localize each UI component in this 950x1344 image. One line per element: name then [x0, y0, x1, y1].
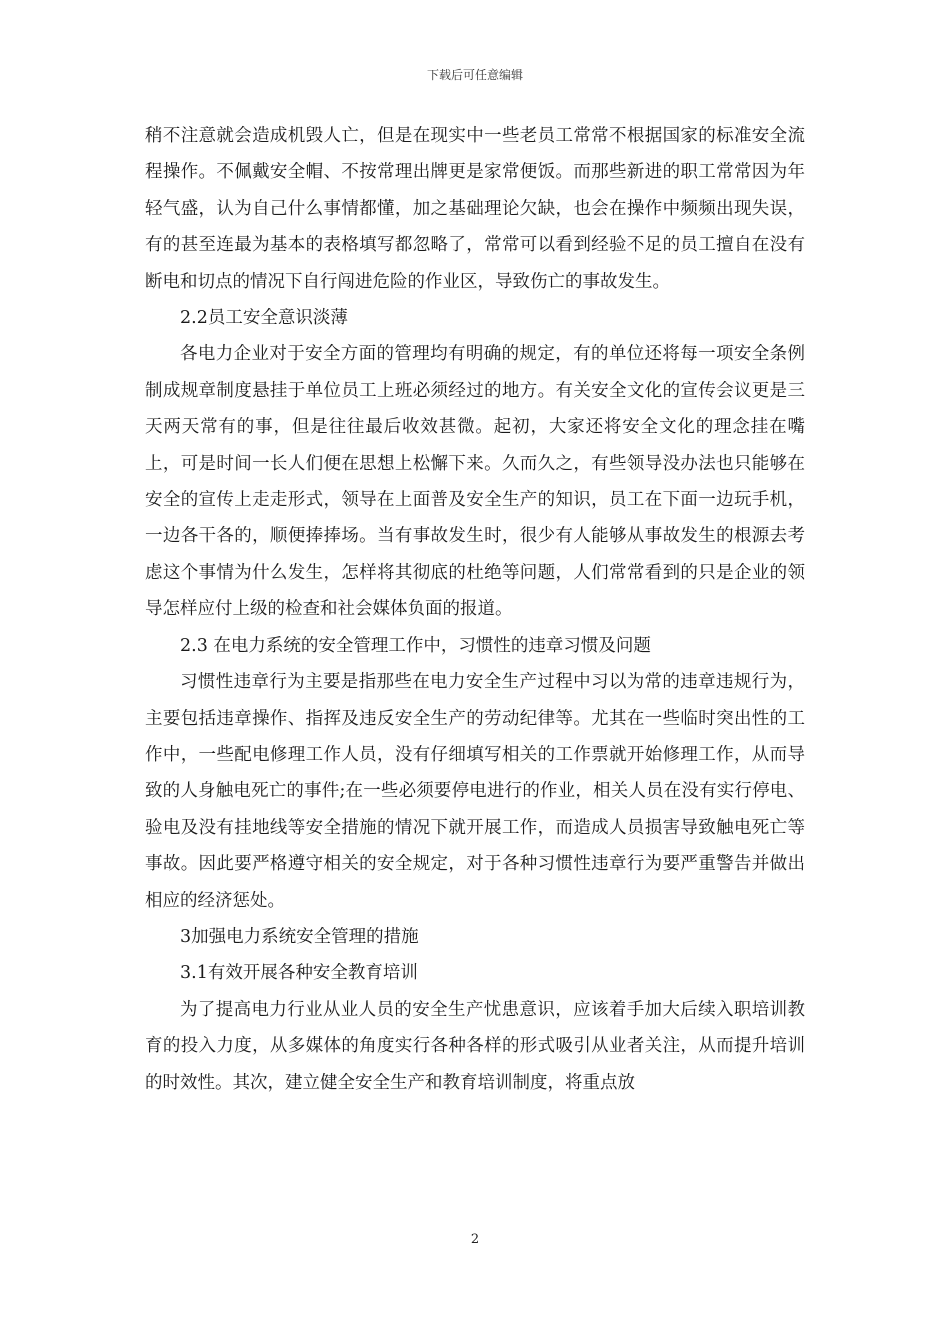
paragraph-4: 为了提高电力行业从业人员的安全生产忧患意识，应该着手加大后续入职培训教育的投入力度，从多媒体的角度实行各种各样的形式吸引从业者关注，从而提升培训的时效性。其次，建立健全安全生产和教育培训制度，将重点放	[145, 999, 805, 1093]
page-header: 下载后可任意编辑	[426, 68, 523, 82]
paragraph-3: 习惯性违章行为主要是指那些在电力安全生产过程中习以为常的违章违规行为，主要包括违章操作、指挥及违反安全生产的劳动纪律等。尤其在一些临时突出性的工作中，一些配电修理工作人员，没有仔细填写相关的工作票就开始修理工作，从而导致的人身触电死亡的事件;在一些必须要停电进行的作业，相关人员在没有实行停电、验电及没有挂地线等安全措施的情况下就开展工作，而造成人员损害导致触电死亡等事故。因此要严格遵守相关的安全规定，对于各种习惯性违章行为要严重警告并做出相应的经济惩处。	[145, 672, 805, 911]
document-body	[145, 118, 805, 1101]
page-number: 2	[470, 1232, 480, 1247]
section-heading-2-3: 2.3 在电力系统的安全管理工作中，习惯性的违章习惯及问题	[180, 635, 651, 656]
paragraph-2: 各电力企业对于安全方面的管理均有明确的规定，有的单位还将每一项安全条例制成规章制度悬挂于单位员工上班必须经过的地方。有关安全文化的宣传会议更是三天两天常有的事，但是往往最后收效甚微。起初，大家还将安全文化的理念挂在嘴上，可是时间一长人们便在思想上松懈下来。久而久之，有些领导没办法也只能够在安全的宣传上走走形式，领导在上面普及安全生产的知识，员工在下面一边玩手机，一边各干各的，顺便捧捧场。当有事故发生时，很少有人能够从事故发生的根源去考虑这个事情为什么发生，怎样将其彻底的杜绝等问题，人们常常看到的只是企业的领导怎样应付上级的检查和社会媒体负面的报道。	[145, 344, 805, 620]
section-heading-3-1: 3.1有效开展各种安全教育培训	[180, 963, 418, 984]
section-heading-3: 3加强电力系统安全管理的措施	[180, 926, 419, 947]
paragraph-1: 稍不注意就会造成机毁人亡，但是在现实中一些老员工常常不根据国家的标准安全流程操作。不佩戴安全帽、不按常理出牌更是家常便饭。而那些新进的职工常常因为年轻气盛，认为自己什么事情都懂，加之基础理论欠缺，也会在操作中频频出现失误，有的甚至连最为基本的表格填写都忽略了，常常可以看到经验不足的员工擅自在没有断电和切点的情况下自行闯进危险的作业区，导致伤亡的事故发生。	[145, 126, 805, 292]
section-heading-2-2: 2.2员工安全意识淡薄	[180, 308, 348, 329]
